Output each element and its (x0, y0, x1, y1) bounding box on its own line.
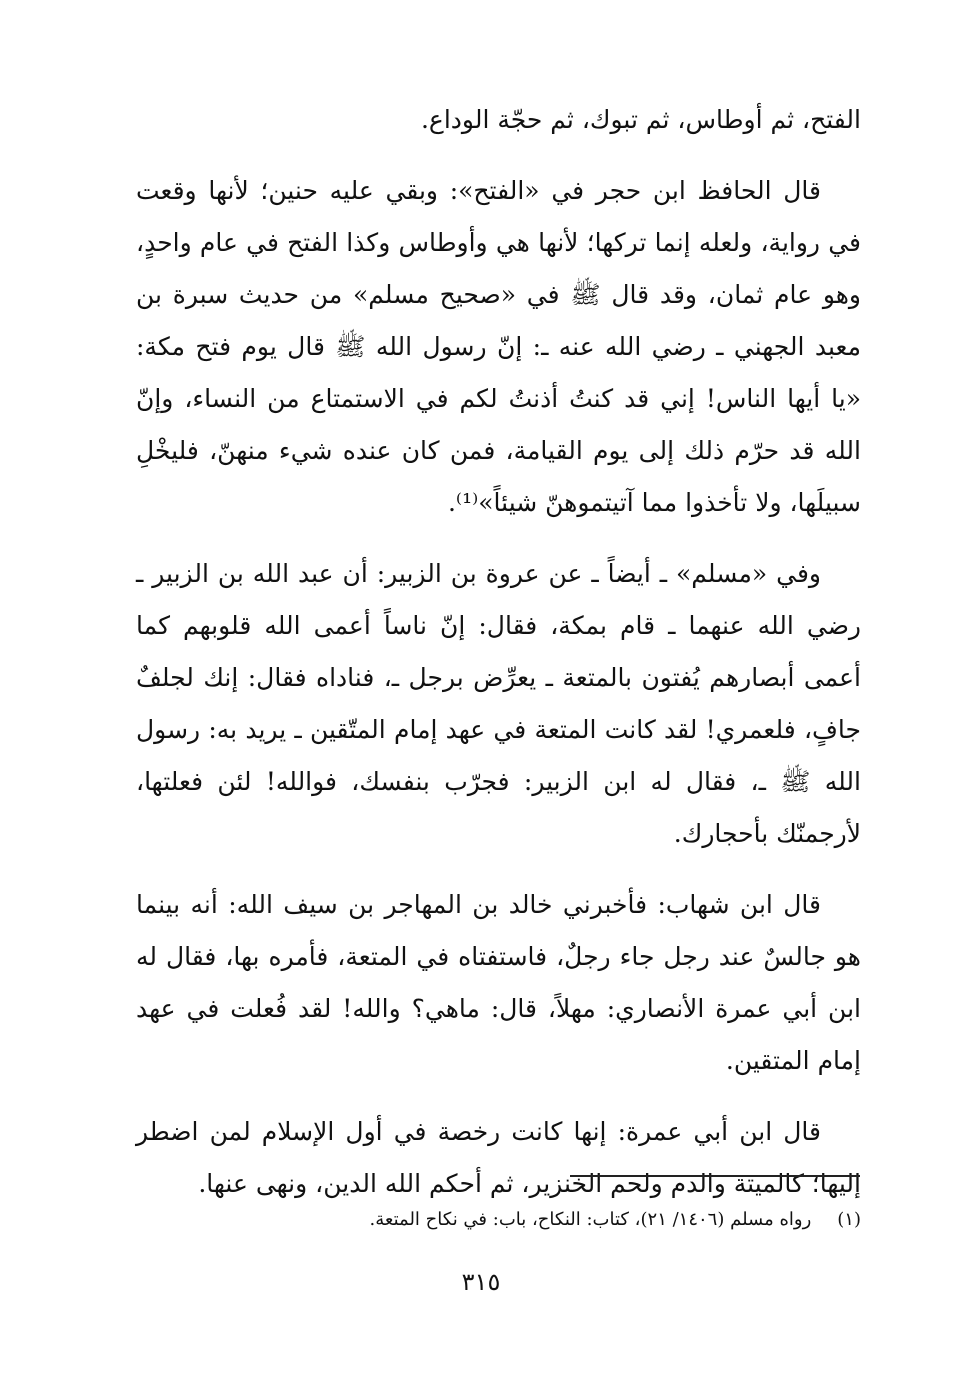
footnote-text: رواه مسلم (١٤٠٦/ ٢١)، كتاب: النكاح، باب: في نكاح المتعة. (369, 1209, 812, 1230)
paragraph-5: قال ابن أبي عمرة: إنها كانت رخصة في أول الإسلام لمن اضطر إليها؛ كالميتة والدم ولحم الخنزير، ثم أحكم الله الدين، ونهى عنها. (136, 1117, 861, 1198)
paragraph-4: قال ابن شهاب: فأخبرني خالد بن المهاجر بن سيف الله: أنه بينما هو جالسٌ عند رجل جاء رجلٌ، فاستفتاه في المتعة، فأمره بها، فقال له ابن أبي عمرة الأنصاري: مهلاً، قال: ماهي؟ والله! لقد فُعلت في عهد إمام المتقين. (136, 890, 861, 1075)
paragraph-3: وفي «مسلم» ـ أيضاً ـ عن عروة بن الزبير: أن عبد الله بن الزبير ـ رضي الله عنهما ـ قام بمكة، فقال: إنّ ناساً أعمى الله قلوبهم كما أعمى أبصارهم يُفتون بالمتعة ـ يعرِّض برجل ـ، فناداه فقال: إنك لجلفٌ جافٍ، فلعمري! لقد كانت المتعة في عهد إمام المتّقين ـ يريد به: رسول الله ﷺ ـ، فقال له ابن الزبير: فجرّب بنفسك، فوالله! لئن فعلتها، لأرجمنّك بأحجارك. (136, 559, 861, 848)
footnote-number: (١) (837, 1209, 861, 1230)
footnote (136, 1200, 861, 1240)
paragraph-1: الفتح، ثم أوطاس، ثم تبوك، ثم حجّة الوداع. (420, 105, 861, 134)
paragraph-2: قال الحافظ ابن حجر في «الفتح»: وبقي عليه حنين؛ لأنها وقعت في رواية، ولعله إنما تركها؛ لأنها هي وأوطاس وكذا الفتح في عام واحدٍ، وهو عام ثمان، وقد قال ﷺ في «صحيح مسلم» من حديث سبرة بن معبد الجهني ـ رضي الله عنه ـ: إنّ رسول الله ﷺ قال يوم فتح مكة: «يا أيها الناس! إني قد كنتُ أذنتُ لكم في الاستمتاع من النساء، وإنّ الله قد حرّم ذلك إلى يوم القيامة، فمن كان عنده شيء منهنّ، فليخْلِ سبيلَها، ولا تأخذوا مما آتيتموهنّ شيئاً»⁽¹⁾. (136, 176, 861, 517)
main-text (136, 94, 861, 1229)
page-number: ٣١٥ (461, 1268, 501, 1296)
footnote-separator (570, 1175, 860, 1177)
